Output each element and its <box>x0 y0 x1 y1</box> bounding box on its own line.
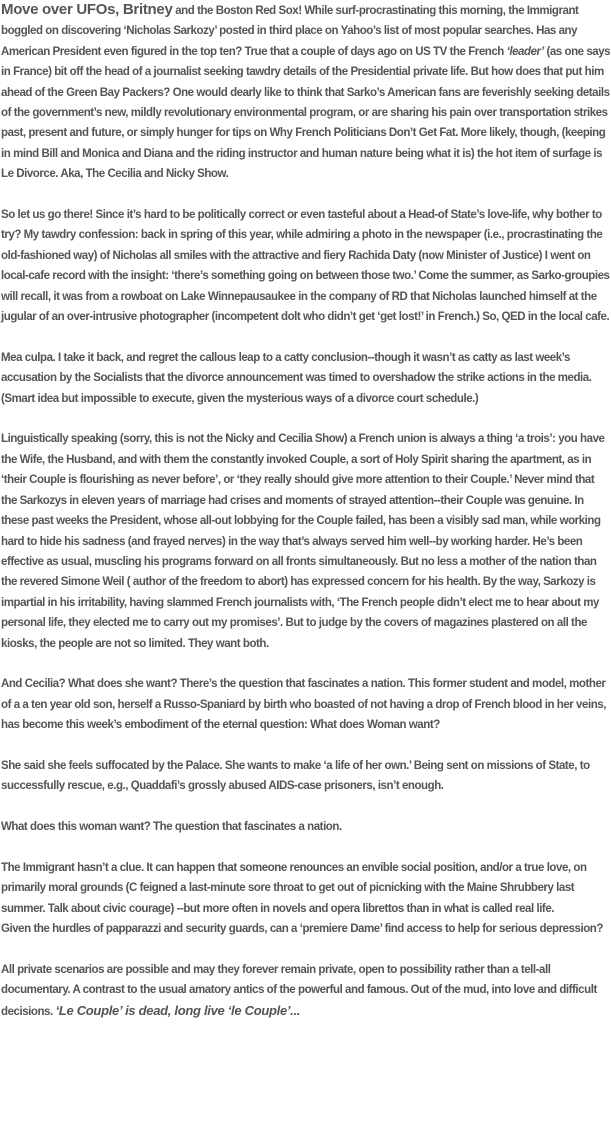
headline: Move over UFOs, Britney <box>1 1 173 18</box>
paragraph-linguistics: Linguistically speaking (sorry, this is not the Nicky and Cecilia Show) a French union is always a thing ‘a trois’: you have the Wife, the Husband, and with them the constantly invoked Couple, a sort of Holy Spirit sharing the apartment, as in ‘their Couple is flourishing as never before’, or ‘they really should give more attention to their Couple.’ Never mind that the Sarkozys in eleven years of marriage had crises and moments of strayed attention--their Couple was genuine. In these past weeks the President, whose all-out lobbying for the Couple failed, has been a visibly sad man, while working hard to hide his sadness (and frayed nerves) in the way that’s always served him well--by working harder. He’s been effective as usual, muscling his programs forward on all fronts simultaneously. But no less a mother of the nation than the revered Simone Weil ( author of the freedom to abort) has expressed concern for his health. By the way, Sarkozy is impartial in his irritability, having slammed French journalists with, ‘The French people didn’t elect me to hear about my personal life, they elected me to carry out my promises’. But to judge by the covers of magazines plastered on all the kiosks, the people are not so limited. They want both. <box>1 433 605 650</box>
paragraph-question: What does this woman want? The question that fascinates a nation. <box>1 821 342 834</box>
paragraph-suffocated: She said she feels suffocated by the Palace. She wants to make ‘a life of her own.’ Being sent on missions of State, to successfully rescue, e.g., Quaddafi’s grossly abused AIDS-case prisoners, isn’t enough. <box>1 759 590 793</box>
closing-text: All private scenarios are possible and may they forever remain private, open to possibility rather than a tell-all documentary. A contrast to the usual amatory antics of the powerful and famous. Out of the mud, into love and difficult decisions. <box>1 963 597 1018</box>
intro-text-end: (as one says in France) bit off the head of a journalist seeking tawdry details of the Presidential private life. But how does that put him ahead of the Green Bay Packers? One would dearly like to think that Sarko’s American fans are feverishly seeking details of the government’s new, mildly revolutionary environmental program, or are sharing his pain over transportation strikes past, present and future, or simply hunger for tips on Why French Politicians Don’t Get Fat. More likely, though, (keeping in mind Bill and Monica and Diana and the riding instructor and human nature being what it is) the hot item of surfage is Le Divorce. Aka, The Cecilia and Nicky Show. <box>1 45 611 181</box>
paragraph-intro <box>1 0 611 185</box>
paragraph-closing <box>1 960 611 1022</box>
intro-text-start: and the Boston Red Sox! While surf-procrastinating this morning, the Immigrant boggled on discovering ‘Nicholas Sarkozy’ posted in third place on Yahoo’s list of most popular searches. Has any American President even figured in the top ten? True that a couple of days ago on US TV the French <box>1 5 579 58</box>
paragraph-mea-culpa: Mea culpa. I take it back, and regret the callous leap to a catty conclusion--though it wasn’t as catty as last week’s accusation by the Socialists that the divorce announcement was timed to overshadow the strike actions in the media. (Smart idea but impossible to execute, given the mysterious ways of a divorce court schedule.) <box>1 351 592 405</box>
leader-emphasis: ‘leader’ <box>506 45 544 58</box>
paragraph-confession: So let us go there! Since it’s hard to be politically correct or even tasteful about a Head-of State’s love-life, why bother to try? My tawdry confession: back in spring of this year, while admiring a photo in the newspaper (i.e., procrastinating the old-fashioned way) of Nicholas all smiles with the attractive and fiery Rachida Daty (now Minister of Justice) I went on local-cafe record with the insight: ‘there’s something going on between those two.’ Come the summer, as Sarko-groupies will recall, it was from a rowboat on Lake Winnepausaukee in the company of RD that Nicholas launched himself at the jugular of an over-intrusive photographer (incompetent dolt who didn’t get ‘get lost!’ in French.) So, QED in the local cafe. <box>1 209 610 324</box>
closing-line: ‘Le Couple’ is dead, long live ‘le Couple’... <box>55 1002 301 1018</box>
paragraph-depression: Given the hurdles of papparazzi and security guards, can a ‘premiere Dame’ find access to help for serious depression? <box>1 923 603 936</box>
paragraph-cecilia: And Cecilia? What does she want? There’s the question that fascinates a nation. This former student and model, mother of a a ten year old son, herself a Russo-Spaniard by birth who boasted of not having a drop of French blood in her veins, has become this week’s embodiment of the eternal question: What does Woman want? <box>1 678 606 732</box>
paragraph-no-clue: The Immigrant hasn’t a clue. It can happen that someone renounces an envible social position, and/or a true love, on primarily moral grounds (C feigned a last-minute sore throat to get out of picnicking with the Maine Shrubbery last summer. Talk about civic courage) --but more often in novels and opera librettos than in what is called real life. <box>1 861 587 915</box>
